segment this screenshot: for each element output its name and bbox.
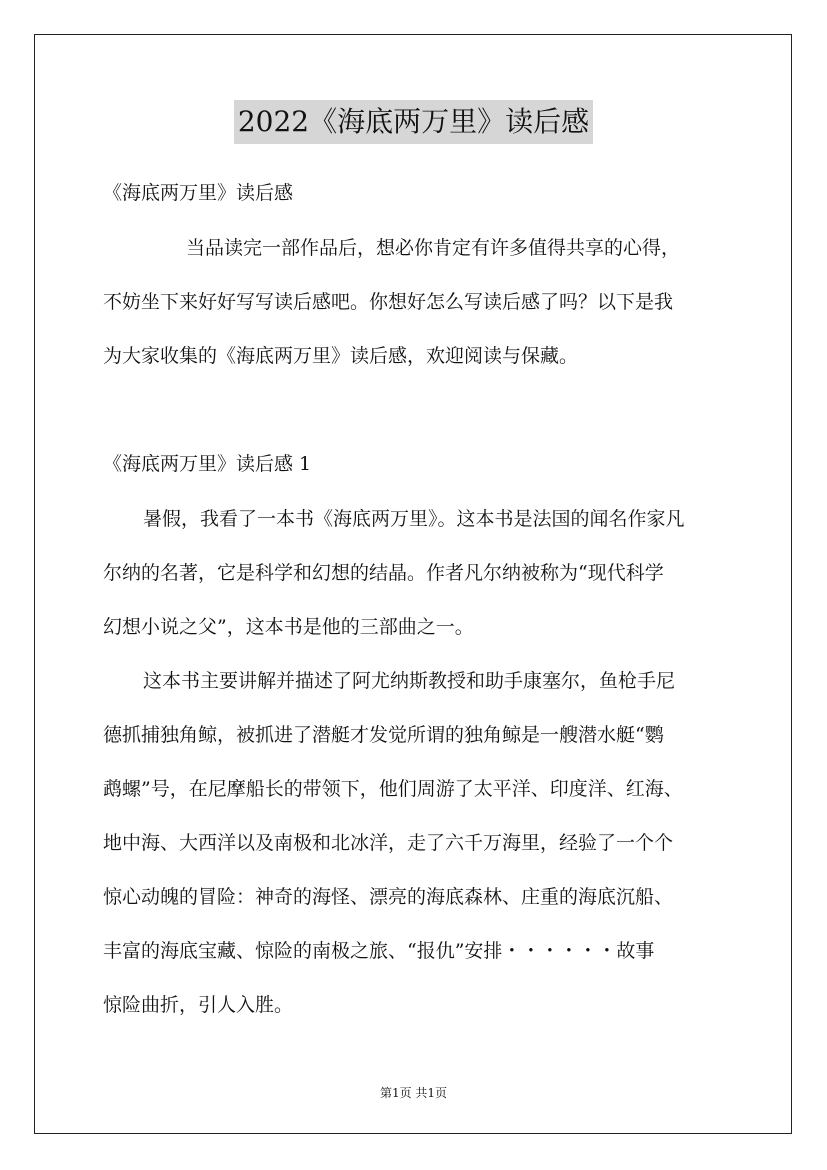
- paragraph-line: 德抓捕独角鲸，被抓进了潜艇才发觉所谓的独角鲸是一艘潜水艇“鹦: [103, 724, 664, 746]
- paragraph-line: 这本书主要讲解并描述了阿尤纳斯教授和助手康塞尔，鱼枪手尼: [143, 670, 676, 692]
- paragraph-line: 丰富的海底宝藏、惊险的南极之旅、“报仇”安排・・・・・・故事: [103, 940, 655, 962]
- paragraph-line: 惊心动魄的冒险：神奇的海怪、漂亮的海底森林、庄重的海底沉船、: [103, 886, 674, 908]
- paragraph-line: 为大家收集的《海底两万里》读后感，欢迎阅读与保藏。: [103, 345, 579, 367]
- paragraph-line: 幻想小说之父”，这本书是他的三部曲之一。: [103, 616, 474, 638]
- section-heading: 《海底两万里》读后感 1: [103, 453, 312, 475]
- section-heading: 《海底两万里》读后感: [103, 182, 294, 204]
- paragraph-line: 尔纳的名著，它是科学和幻想的结晶。作者凡尔纳被称为“现代科学: [103, 562, 664, 584]
- paragraph-line: 当品读完一部作品后，想必你肯定有许多值得共享的心得，: [186, 237, 681, 259]
- paragraph-line: 惊险曲折，引人入胜。: [103, 994, 294, 1016]
- paragraph-line: 不妨坐下来好好写写读后感吧。你想好怎么写读后感了吗？以下是我: [103, 291, 674, 313]
- document-title: 2022《海底两万里》读后感: [234, 100, 593, 144]
- paragraph-line: 暑假，我看了一本书《海底两万里》。这本书是法国的闻名作家凡: [143, 508, 685, 530]
- paragraph-line: 地中海、大西洋以及南极和北冰洋，走了六千万海里，经验了一个个: [103, 832, 674, 854]
- page-number-footer: 第1页 共1页: [379, 1086, 448, 1100]
- paragraph-line: 鹉螺”号，在尼摩船长的带领下，他们周游了太平洋、印度洋、红海、: [103, 778, 683, 800]
- document-title-block: [0, 100, 827, 144]
